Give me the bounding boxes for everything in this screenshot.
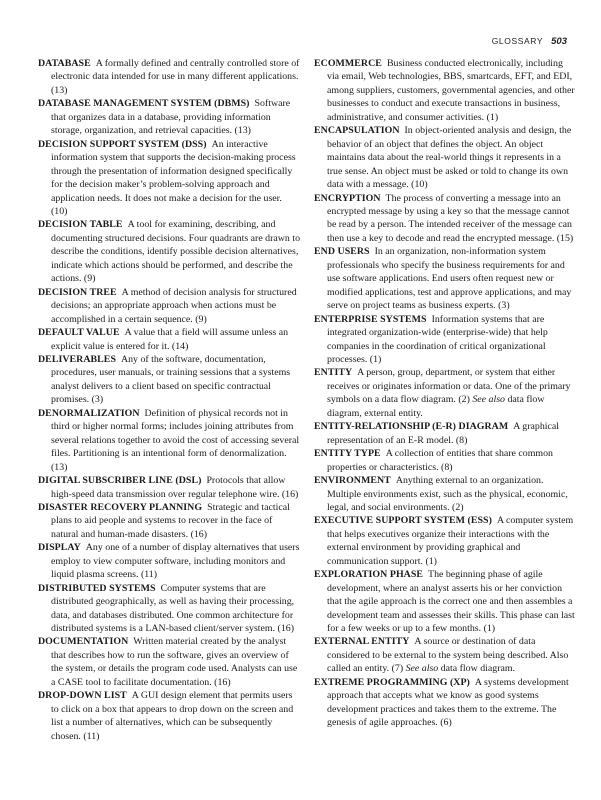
glossary-term: ENCRYPTION: [314, 192, 381, 204]
glossary-entry: [38, 326, 300, 353]
glossary-term: EXECUTIVE SUPPORT SYSTEM (ESS): [314, 515, 492, 527]
glossary-term: DOCUMENTATION: [38, 636, 129, 648]
glossary-entry: [314, 447, 576, 474]
glossary-term: DELIVERABLES: [38, 353, 116, 365]
glossary-entry: [314, 245, 576, 312]
glossary-definition: A computer system that helps executives organize their interactions with the external environment by providing graphical and communication support. (1): [327, 515, 574, 567]
glossary-definition: A collection of entities that share common properties or characteristics. (8): [327, 448, 553, 473]
glossary-definition: A GUI design element that permits users to click on a box that appears to drop down on the screen and list a number of alternatives, which can be subsequently chosen. (11): [51, 690, 294, 742]
see-also-label: See also: [405, 663, 439, 675]
glossary-definition: A person, group, department, or system that either receives or originates information or data. One of the primary symbols on a data flow diagram. (2) See also data flow diagram, external entity.: [327, 367, 571, 419]
glossary-definition: An interactive information system that supports the decision-making process through the presentation of information designed specifically for the decision maker’s problem-solving approach and application needs. It does not make a decision for the user. (10): [51, 138, 296, 217]
left-column: [38, 57, 300, 743]
glossary-term: ENTITY-RELATIONSHIP (E-R) DIAGRAM: [314, 421, 509, 433]
glossary-term: ENTERPRISE SYSTEMS: [314, 313, 427, 325]
glossary-term: DATABASE MANAGEMENT SYSTEM (DBMS): [38, 98, 250, 110]
glossary-definition: The beginning phase of agile development, where an analyst asserts his or her conviction that the agile approach is the correct one and then assembles a development team and assesses their skills. This phase can last for a few weeks or up to a few months. (1): [327, 569, 575, 635]
glossary-term: EXPLORATION PHASE: [314, 569, 424, 581]
glossary-definition: Any of the software, documentation, procedures, user manuals, or training sessions that a systems analyst delivers to a client based on specific contractual promises. (3): [51, 353, 291, 406]
glossary-term: EXTERNAL ENTITY: [314, 636, 410, 648]
glossary-entry: [314, 313, 576, 367]
glossary-entry: [38, 582, 300, 636]
see-also-label: See also: [472, 394, 505, 406]
glossary-definition: In object-oriented analysis and design, the behavior of an object that defines the object. An object maintains data about the real-world things it represents in a true sense. An object must be asked or told to change its own data with a message. (10): [327, 125, 572, 191]
right-column: [314, 57, 576, 730]
glossary-term: ECOMMERCE: [314, 58, 382, 69]
glossary-definition: A graphical representation of an E-R model. (8): [327, 421, 560, 446]
glossary-entry: [314, 635, 576, 675]
glossary-definition: Computer systems that are distributed geographically, as well as having their processing, data, and databases distributed. One common architecture for distributed systems is a LAN-based client/server system. (16): [51, 582, 295, 635]
glossary-entry: [314, 420, 576, 447]
glossary-definition: A source or destination of data considered to be external to the system being described. Also called an entity. (7) See also data flow diagram.: [327, 636, 569, 675]
glossary-definition: Protocols that allow high-speed data transmission over regular telephone wire. (16): [51, 475, 299, 500]
glossary-term: DECISION TABLE: [38, 219, 123, 231]
glossary-term: ENCAPSULATION: [314, 125, 400, 137]
glossary-definition: Business conducted electronically, including via email, Web technologies, BBS, smartcards, EFT, and EDI, among suppliers, customers, governmental agencies, and other businesses to conduct and execute transactions in business, administrative, and consumer activities. (1): [327, 58, 575, 123]
glossary-term: EXTREME PROGRAMMING (XP): [314, 676, 470, 688]
glossary-term: DECISION SUPPORT SYSTEM (DSS): [38, 138, 207, 150]
glossary-entry: [38, 541, 300, 581]
glossary-entry: [38, 97, 300, 137]
glossary-entry: [38, 218, 300, 285]
glossary-definition: A value that a field will assume unless an explicit value is entered for it. (14): [51, 327, 289, 352]
glossary-entry: [38, 407, 300, 474]
glossary-entry: [38, 501, 300, 541]
glossary-definition: A systems development approach that accepts what we know as good systems development practices and takes them to the extreme. The genesis of agile approaches. (6): [327, 676, 569, 729]
glossary-term: DISTRIBUTED SYSTEMS: [38, 582, 156, 594]
glossary-term: DISASTER RECOVERY PLANNING: [38, 501, 203, 513]
glossary-term: DISPLAY: [38, 542, 81, 554]
glossary-definition: Written material created by the analyst that describes how to run the software, gives an overview of the system, or details the program code used. Analysts can use a CASE tool to facilitate documentation. (16): [51, 636, 298, 688]
glossary-entry: [38, 138, 300, 219]
glossary-term: DIGITAL SUBSCRIBER LINE (DSL): [38, 475, 202, 487]
running-header: [492, 36, 567, 47]
section-title: GLOSSARY: [491, 36, 544, 46]
glossary-term: DECISION TREE: [38, 286, 117, 298]
glossary-definition: A tool for examining, describing, and documenting structured decisions. Four quadrants are drawn to describe the conditions, identify possible decision alternatives, indicate which actions should be performed, and describe the actions. (9): [51, 219, 301, 285]
glossary-entry: [314, 366, 576, 420]
glossary-term: DROP-DOWN LIST: [38, 690, 127, 702]
glossary-entry: [38, 286, 300, 326]
glossary-entry: [314, 676, 576, 730]
glossary-term: ENTITY TYPE: [314, 448, 381, 460]
glossary-entry: [314, 192, 576, 246]
glossary-definition: A formally defined and centrally controlled store of electronic data intended for use in many different applications. (13): [51, 58, 300, 96]
page-number: 503: [551, 36, 567, 47]
glossary-definition: Definition of physical records not in third or higher normal forms; includes joining attributes from several relations together to avoid the cost of accessing several files. Partitioning is an intentional form of denormalization. (13): [51, 407, 300, 473]
glossary-definition: Information systems that are integrated organization-wide (enterprise-wide) that help companies in the coordination of critical organizational processes. (1): [327, 313, 548, 365]
glossary-term: END USERS: [314, 246, 370, 258]
glossary-entry: [38, 474, 300, 501]
glossary-entry: [314, 514, 576, 568]
glossary-entry: [38, 353, 300, 407]
glossary-definition: The process of converting a message into an encrypted message by using a key so that the message cannot be read by a person. The intended receiver of the message can then use a key to decode and read the encrypted message. (15): [327, 192, 574, 244]
glossary-term: DEFAULT VALUE: [38, 327, 120, 339]
glossary-definition: Strategic and tactical plans to aid people and systems to recover in the face of natural and human-made disasters. (16): [51, 501, 290, 540]
glossary-definition: In an organization, non-information system professionals who specify the business requirements for and use software applications. End users often request new or modified applications, test and approve applications, and may serve on project teams as business experts. (3): [327, 246, 572, 312]
glossary-term: DENORMALIZATION: [38, 407, 140, 419]
glossary-definition: Anything external to an organization. Multiple environments exist, such as the physical, economic, legal, and social environments. (2): [327, 475, 568, 513]
glossary-term: ENVIRONMENT: [314, 475, 391, 487]
glossary-term: DATABASE: [38, 58, 91, 69]
glossary-entry: [314, 124, 576, 191]
glossary-definition: Any one of a number of display alternatives that users employ to view computer software, including monitors and liquid plasma screens. (11): [51, 542, 300, 581]
glossary-definition: A method of decision analysis for structured decisions; an appropriate approach when actions must be accomplished in a certain sequence. (9): [51, 286, 297, 325]
glossary-entry: [38, 689, 300, 743]
glossary-term: ENTITY: [314, 367, 353, 379]
glossary-entry: [314, 57, 576, 124]
glossary-definition: Software that organizes data in a database, providing information storage, organization, and retrieval capacities. (13): [51, 98, 291, 137]
glossary-entry: [38, 635, 300, 689]
glossary-entry: [38, 57, 300, 97]
glossary-entry: [314, 568, 576, 635]
glossary-entry: [314, 474, 576, 514]
